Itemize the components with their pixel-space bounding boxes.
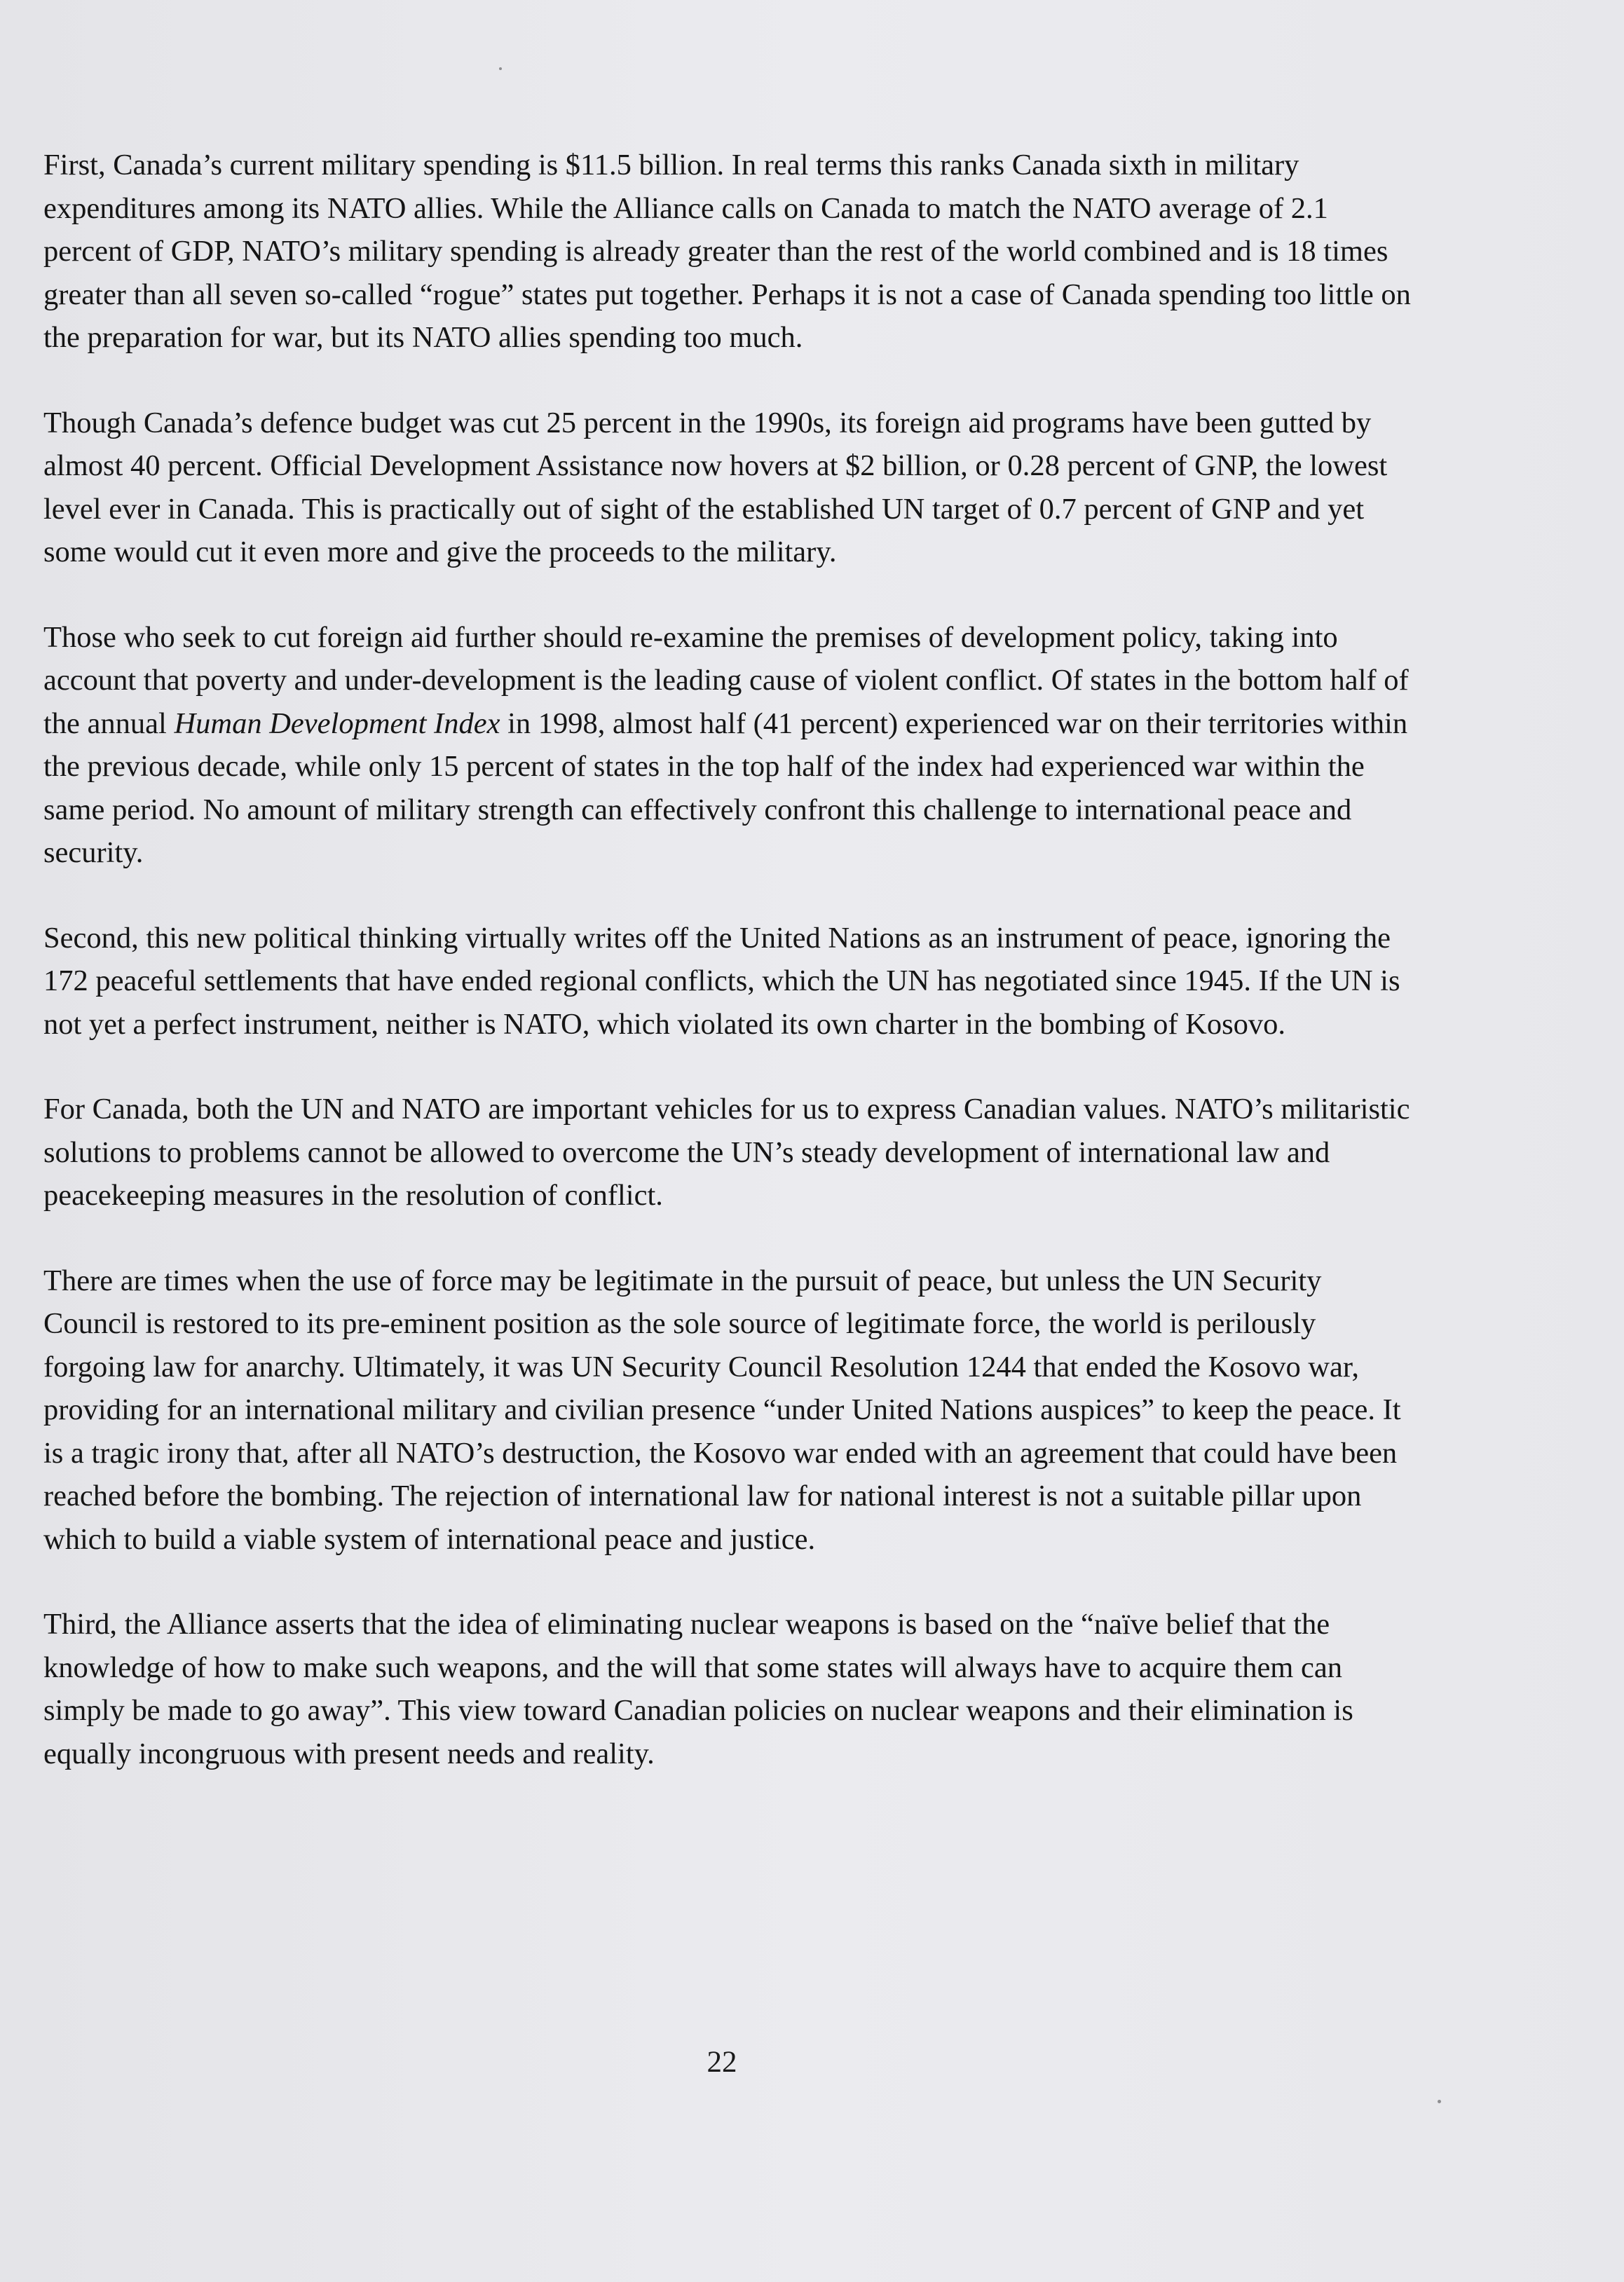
paragraph-text: For Canada, both the UN and NATO are important vehicles for us to express Canadian values. NATO’s militaristic solutions to problems cannot be allowed to overcome the UN’s steady development of international law and peacekeeping measures in the resolution of conflict. (43, 1093, 1410, 1212)
paragraph-text-end: in 1998, almost half (41 percent) experienced war on their territories within the previous decade, while only 15 percent of states in the top half of the index had experienced war within the same period. No amount of military strength can effectively confront this challenge to international peace and security. (43, 706, 1408, 869)
paragraph-text: There are times when the use of force may be legitimate in the pursuit of peace, but unless the UN Security Council is restored to its pre-eminent position as the sole source of legitimate force, the world is perilously forgoing law for anarchy. Ultimately, it was UN Security Council Resolution 1244 that ended the Kosovo war, providing for an international military and civilian presence “under United Nations auspices” to keep the peace. It is a tragic irony that, after all NATO’s destruction, the Kosovo war ended with an agreement that could have been reached before the bombing. The rejection of international law for national interest is not a suitable pillar upon which to build a viable system of international peace and justice. (43, 1264, 1401, 1556)
paragraph-military-spending (43, 144, 1417, 360)
paragraph-use-of-force (43, 1259, 1417, 1562)
paragraph-text: Though Canada’s defence budget was cut 25 percent in the 1990s, its foreign aid programs have been gutted by almost 40 percent. Official Development Assistance now hovers at $2 billion, or 0.28 percent of GNP, the lowest level ever in Canada. This is practically out of sight of the established UN target of 0.7 percent of GNP and yet some would cut it even more and give the proceeds to the military. (43, 406, 1388, 568)
paragraph-text: Second, this new political thinking virtually writes off the United Nations as an instrument of peace, ignoring the 172 peaceful settlements that have ended regional conflicts, which the UN has negotiated since 1945. If the UN is not yet a perfect instrument, neither is NATO, which violated its own charter in the bombing of Kosovo. (43, 921, 1400, 1041)
paragraph-development-policy (43, 616, 1417, 875)
paragraph-united-nations (43, 917, 1417, 1046)
scan-speck (1438, 2100, 1441, 2103)
page-number: 22 (707, 2046, 737, 2079)
body-text (43, 144, 1417, 1775)
scan-speck (499, 67, 502, 70)
paragraph-canadian-values (43, 1088, 1417, 1217)
report-title-italic: Human Development Index (174, 706, 500, 740)
paragraph-text-start: Those who seek to cut foreign aid further should re-examine the premises of development policy, taking into account that poverty and under-development is the leading cause of violent conflict. Of states in the bottom half of the annual (43, 620, 1409, 740)
paragraph-text: Third, the Alliance asserts that the idea of eliminating nuclear weapons is based on the “naïve belief that the knowledge of how to make such weapons, and the will that some states will always have to acquire them can simply be made to go away”. This view toward Canadian policies on nuclear weapons and their elimination is equally incongruous with present needs and reality. (43, 1608, 1353, 1770)
paragraph-foreign-aid (43, 402, 1417, 574)
paragraph-nuclear-weapons (43, 1603, 1417, 1775)
paragraph-text: First, Canada’s current military spending is $11.5 billion. In real terms this ranks Canada sixth in military expenditures among its NATO allies. While the Alliance calls on Canada to match the NATO average of 2.1 percent of GDP, NATO’s military spending is already greater than the rest of the world combined and is 18 times greater than all seven so-called “rogue” states put together. Perhaps it is not a case of Canada spending too little on the preparation for war, but its NATO allies spending too much. (43, 149, 1411, 354)
